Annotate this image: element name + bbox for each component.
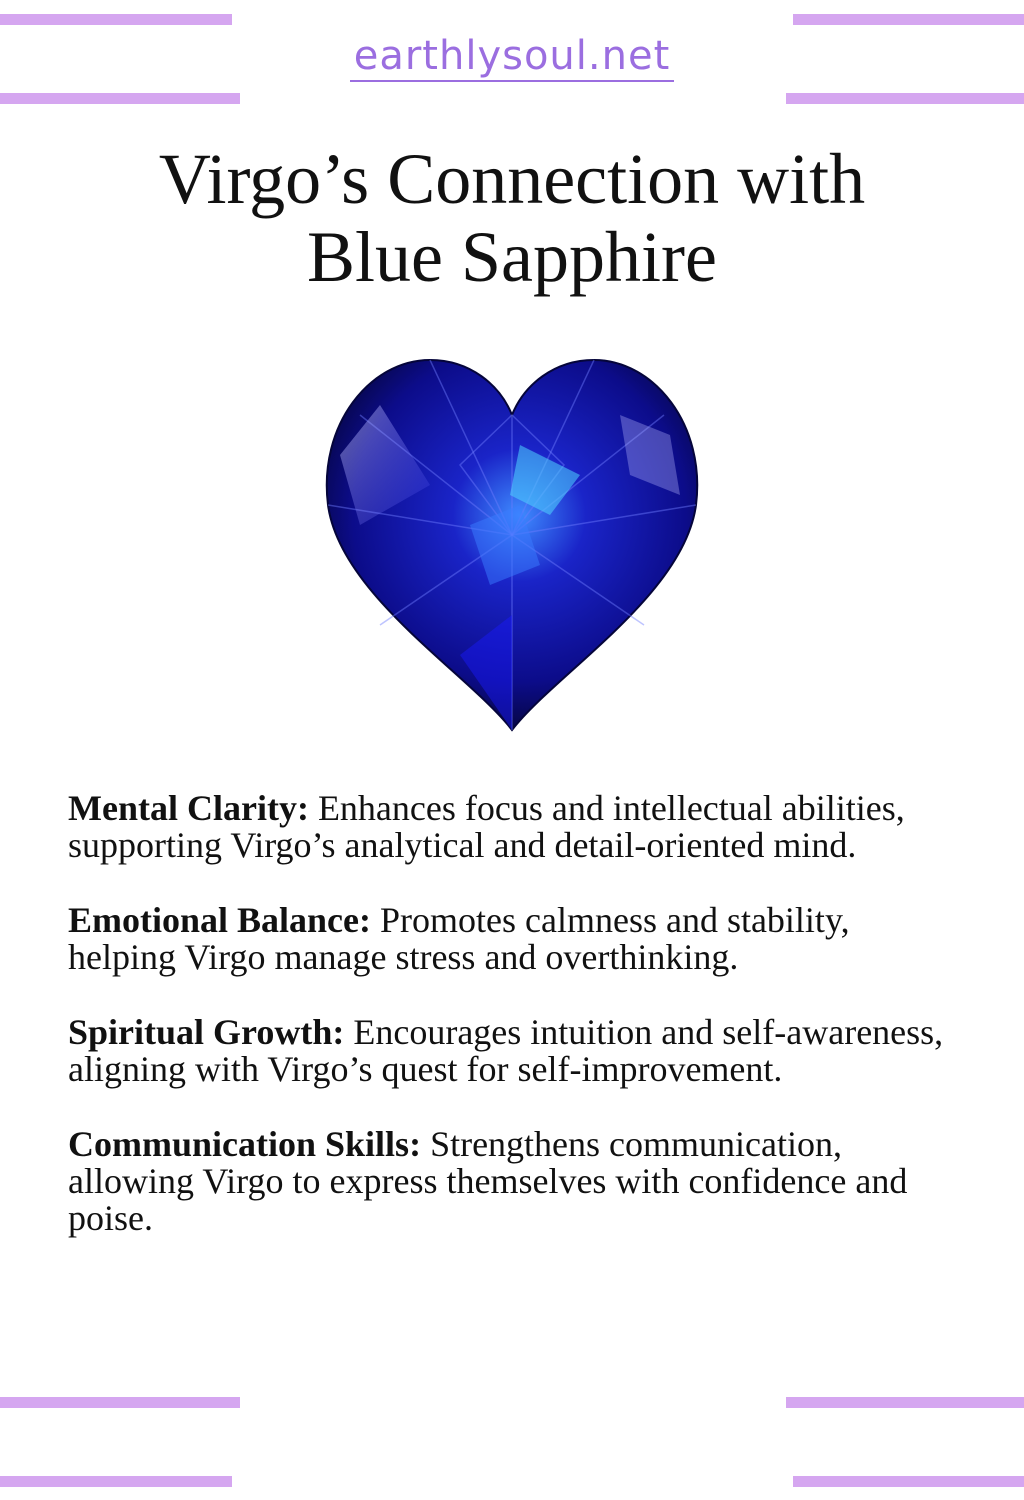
benefit-title: Spiritual Growth: [68,1012,345,1052]
decorative-bar-bottom-right-2 [793,1476,1024,1487]
benefit-emotional-balance [68,902,948,976]
benefit-title: Communication Skills: [68,1124,422,1164]
decorative-bar-top-right-2 [786,93,1024,104]
decorative-bar-top-right-1 [793,14,1024,25]
blue-sapphire-heart-icon [320,355,704,735]
benefit-text: Promotes calmness and stability, helping Virgo manage stress and overthinking. [68,900,850,977]
benefit-spiritual-growth [68,1014,948,1088]
benefit-text: Encourages intuition and self-awareness, aligning with Virgo’s quest for self-improvement. [68,1012,944,1089]
benefit-text: Strengthens communication, allowing Virgo to express themselves with confidence and poise. [68,1124,908,1238]
page-title-line-1: Virgo’s Connection with [158,139,866,219]
benefit-text: Enhances focus and intellectual abilities, supporting Virgo’s analytical and detail-oriented mind. [68,788,905,865]
decorative-bar-bottom-left-1 [0,1397,240,1408]
benefit-title: Mental Clarity: [68,788,309,828]
site-logo [0,33,1024,82]
benefit-communication-skills [68,1126,948,1237]
page-title [40,140,984,296]
logo-text: earthlysoul.net [350,36,675,82]
page-title-line-2: Blue Sapphire [307,217,717,297]
decorative-bar-top-left-2 [0,93,240,104]
decorative-bar-top-left-1 [0,14,232,25]
decorative-bar-bottom-left-2 [0,1476,232,1487]
decorative-bar-bottom-right-1 [786,1397,1024,1408]
benefit-title: Emotional Balance: [68,900,371,940]
benefits-list [68,790,948,1275]
benefit-mental-clarity [68,790,948,864]
